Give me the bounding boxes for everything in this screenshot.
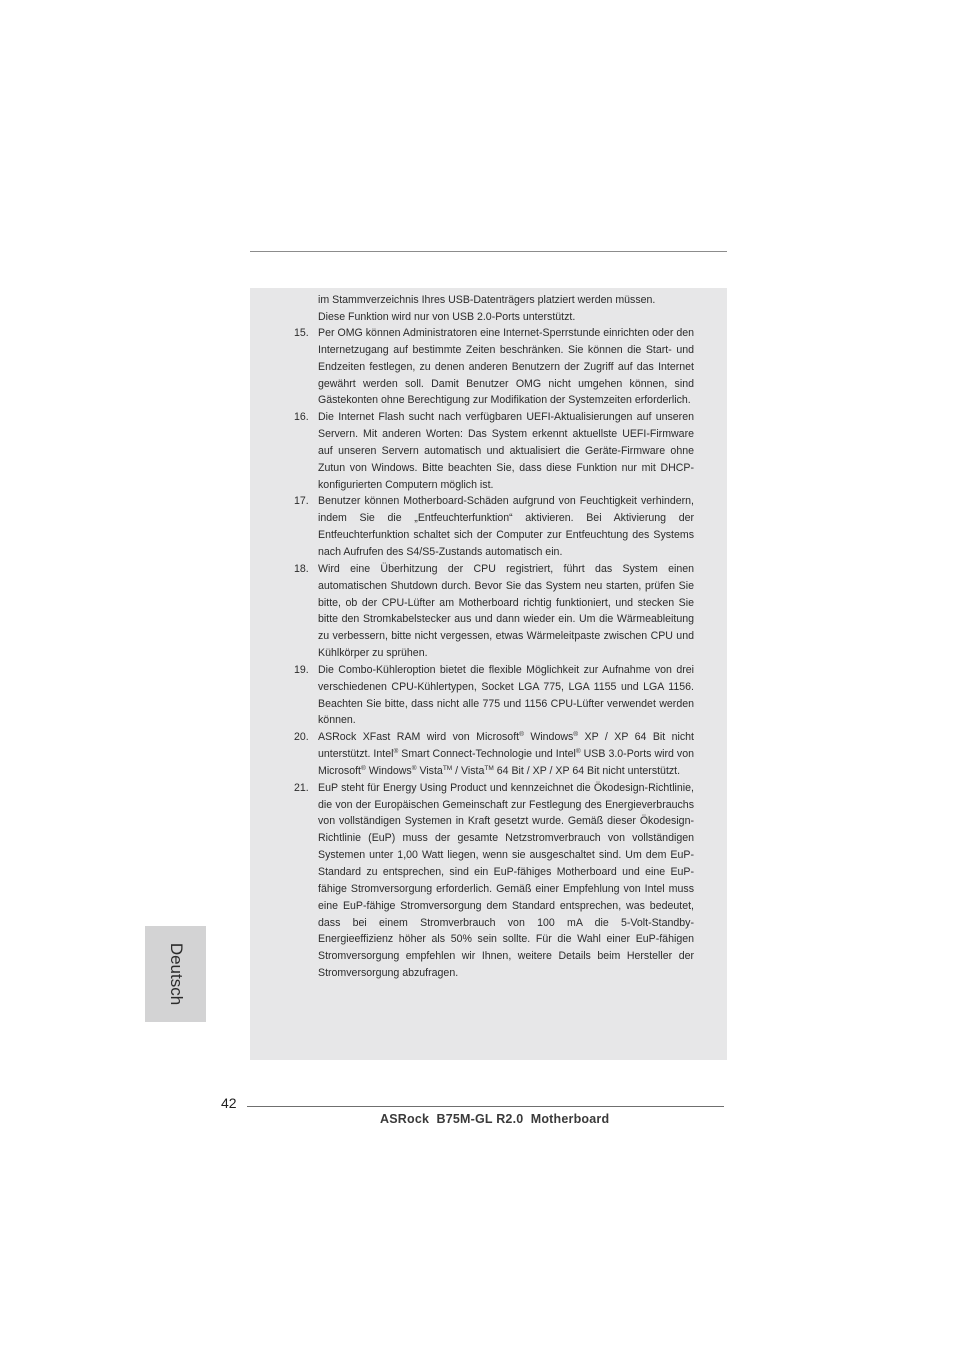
item-number: 19. (294, 663, 309, 676)
top-rule (250, 251, 727, 252)
language-side-tab (145, 926, 206, 1022)
registered-mark: ® (573, 731, 579, 739)
footer-title: ASRock B75M-GL R2.0 Motherboard (380, 1112, 610, 1126)
item-text: Die Internet Flash sucht nach verfügbaren UEFI-Aktualisierungen auf unseren Servern. Mit anderen Worten: Das System erkennt aktuellste UEFI-Firmware auf unseren Servern automatisch und aktualisiert die Geräte-Firmware ohne Zutun von Windows. Bitte beachten Sie, dass diese Funktion nur mit DHCP-konfigurierten Computern möglich ist. (318, 411, 694, 491)
text-segment: USB 3.0-Ports wird von Microsoft (318, 748, 694, 777)
text-segment: ASRock XFast RAM wird von Microsoft (318, 731, 520, 744)
language-label: Deutsch (166, 942, 186, 1006)
item-number: 20. (294, 731, 309, 744)
item-text: Die Combo-Kühleroption bietet die flexible Möglichkeit zur Aufnahme von drei verschiedenen CPU-Kühlertypen, Socket LGA 775, LGA 1155 und LGA 1156. Beachten Sie bitte, dass nicht alle 775 und 1156 CPU-Lüfter verwendet werden können. (318, 663, 694, 727)
feature-notes-list (290, 325, 694, 982)
registered-mark: ® (575, 748, 581, 756)
page-number: 42 (221, 1095, 237, 1111)
item-number: 21. (294, 781, 309, 794)
registered-mark: ® (393, 748, 399, 756)
footer-rule (247, 1106, 724, 1107)
continued-line: im Stammverzeichnis Ihres USB-Datenträgers platziert werden müssen. (318, 294, 656, 306)
text-segment: / Vista (452, 764, 485, 777)
item-text (318, 729, 694, 780)
list-item (290, 729, 694, 780)
trademark-mark: TM (484, 764, 494, 772)
trademark-mark: TM (442, 764, 453, 772)
text-segment: 64 Bit / XP / XP 64 Bit nicht unterstützt. (493, 764, 681, 777)
list-item (290, 561, 694, 662)
text-segment: Smart Connect-Technologie und Intel (398, 748, 576, 761)
item-text: EuP steht für Energy Using Product und kennzeichnet die Ökodesign-Richtlinie, die von der Europäischen Gemeinschaft zur Festlegung des Energieverbrauchs von vollständigen Systemen in Kraft gesetzt wurde. Gemäß dieser Ökodesign-Richtlinie (EuP) muss der gesamte Netzstromverbrauch von vollständigen Systemen unter 1,00 Watt liegen, wenn sie ausgeschaltet sind. Um dem EuP-Standard zu entsprechen, sind ein EuP-fähiges Motherboard und eine EuP-fähige Stromversorgung erforderlich. Gemäß einer Empfehlung von Intel muss eine EuP-fähige Stromversorgung dem Standard entsprechen, was bedeutet, dass bei einem Stromverbrauch von 100 mA die 5-Volt-Standby-Energieeffizienz höher als 50% sein sollte. Für die Wahl einer EuP-fähigen Stromversorgung empfehlen wir Ihnen, weitere Details beim Hersteller der Stromversorgung abzufragen. (318, 781, 694, 980)
registered-mark: ® (411, 764, 417, 772)
list-item (290, 780, 694, 982)
text-segment: XP / XP 64 Bit nicht unterstützt. Intel (318, 731, 694, 761)
list-item (290, 325, 694, 409)
text-segment: Windows (523, 731, 574, 744)
item-number: 18. (294, 562, 309, 575)
registered-mark: ® (519, 731, 524, 739)
item-text: Benutzer können Motherboard-Schäden aufgrund von Feuchtigkeit verhindern, indem Sie die „Entfeuchterfunktion“ aktivieren. Bei Aktivierung der Entfeuchterfunktion schaltet sich der Computer zur Entfeuchtung des Systems nach Aufrufen des S4/S5-Zustands automatisch ein. (318, 495, 694, 558)
list-item (290, 409, 694, 493)
text-segment: Windows (365, 764, 412, 777)
registered-mark: ® (360, 764, 366, 772)
continued-paragraph (318, 292, 694, 326)
list-item (290, 493, 694, 560)
item-number: 17. (294, 495, 309, 508)
text-segment: Vista (416, 764, 443, 777)
continued-line: Diese Funktion wird nur von USB 2.0-Ports unterstützt. (318, 310, 576, 323)
item-text: Wird eine Überhitzung der CPU registriert, führt das System einen automatischen Shutdown durch. Bevor Sie das System neu starten, prüfen Sie bitte, ob der CPU-Lüfter am Motherboard richtig funktioniert, und stecken Sie bitte den Stromkabelstecker aus und dann wieder ein. Um die Wärmeableitung zu verbessern, bitte nicht vergessen, etwas Wärmeleitpaste zwischen CPU und Kühlkörper zu sprühen. (318, 562, 694, 660)
item-number: 15. (294, 327, 309, 339)
item-number: 16. (294, 411, 309, 424)
list-item (290, 662, 694, 729)
item-text: Per OMG können Administratoren eine Internet-Sperrstunde einrichten oder den Internetzugang auf bestimmte Zeiten beschränken. Sie können die Start- und Endzeiten festlegen, zu denen anderen Benutzern der Zugriff auf das Internet gewährt werden soll. Damit Benutzer OMG nicht umgehen können, sind Gästekonten ohne Berechtigung zur Modifikation der Systemzeiten erforderlich. (318, 327, 694, 407)
